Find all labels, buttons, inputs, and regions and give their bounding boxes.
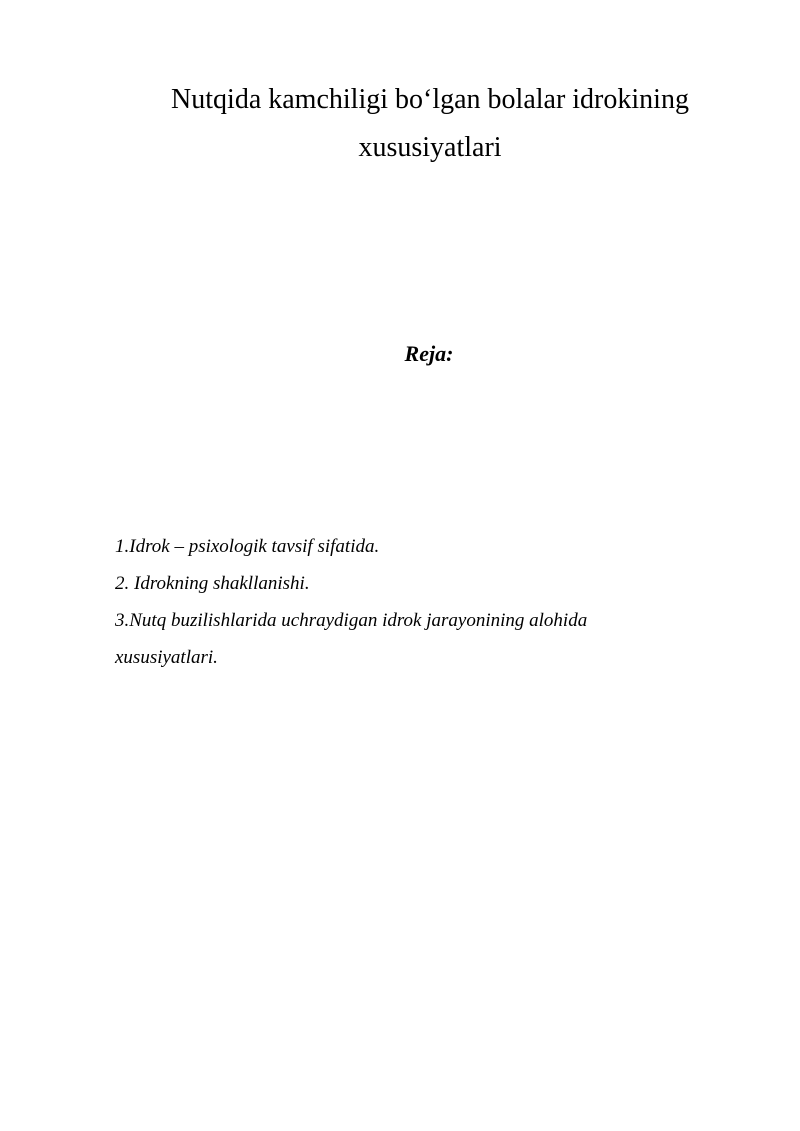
plan-list xyxy=(115,528,715,676)
title-line-2: xususiyatlari xyxy=(358,132,502,163)
plan-item-3-continuation: xususiyatlari. xyxy=(115,647,218,668)
plan-item-2: 2. Idrokning shakllanishi. xyxy=(115,573,310,594)
plan-heading: Reja: xyxy=(404,341,454,366)
title-line-1: Nutqida kamchiligi bo‘lgan bolalar idrokining xyxy=(171,84,689,115)
plan-item-1: 1.Idrok – psixologik tavsif sifatida. xyxy=(115,536,380,557)
plan-item-3: 3.Nutq buzilishlarida uchraydigan idrok jarayonining alohida xyxy=(115,610,588,631)
document-title xyxy=(150,76,710,172)
